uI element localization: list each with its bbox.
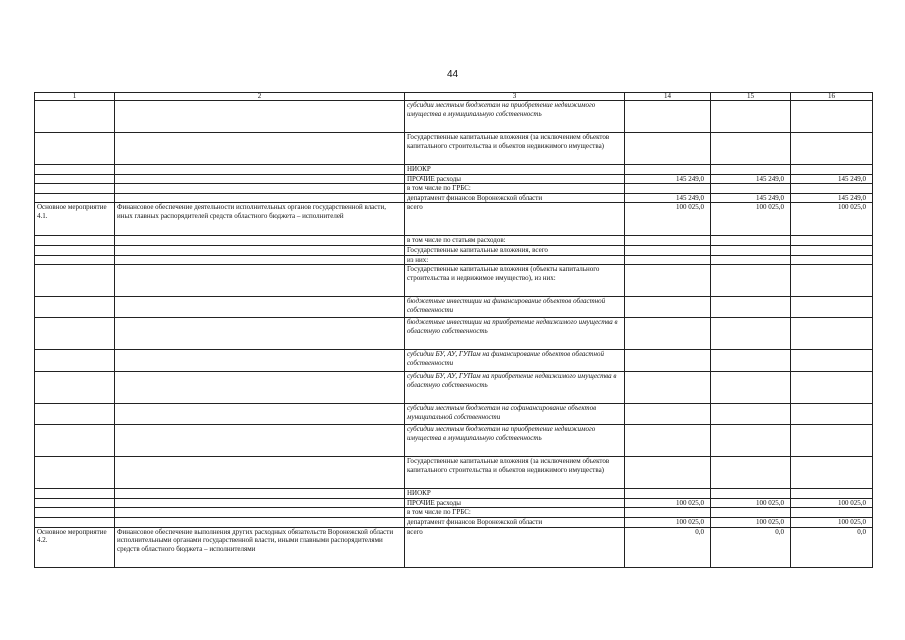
description-cell [115,193,405,203]
column-header: 3 [405,93,625,101]
value-col15-cell: 100 025,0 [711,517,791,527]
value-col16-cell [791,508,873,518]
expense-item-cell: субсидии БУ, АУ, ГУПам на приобретение недвижимого имущества в областную собственность [405,372,625,404]
value-col14-cell: 0,0 [625,527,711,567]
event-cell [35,184,115,194]
value-col15-cell: 0,0 [711,527,791,567]
value-col15-cell [711,350,791,372]
expense-item-cell: ПРОЧИЕ расходы [405,174,625,184]
table-row [35,404,873,425]
table-row [35,174,873,184]
value-col14-cell [625,297,711,318]
event-cell [35,297,115,318]
description-cell [115,101,405,133]
value-col14-cell: 100 025,0 [625,498,711,508]
value-col16-cell: 100 025,0 [791,517,873,527]
description-cell [115,404,405,425]
event-cell [35,517,115,527]
expense-item-cell: субсидии БУ, АУ, ГУПам на финансирование объектов областной собственности [405,350,625,372]
table-row [35,498,873,508]
value-col16-cell [791,265,873,297]
value-col15-cell [711,404,791,425]
event-cell [35,350,115,372]
value-col14-cell: 145 249,0 [625,193,711,203]
table-row [35,165,873,175]
value-col14-cell [625,425,711,457]
description-cell [115,425,405,457]
value-col14-cell [625,101,711,133]
column-header: 1 [35,93,115,101]
value-col15-cell [711,457,791,489]
expense-item-cell: из них: [405,255,625,265]
event-cell [35,133,115,165]
event-cell [35,318,115,350]
value-col16-cell [791,404,873,425]
value-col14-cell [625,372,711,404]
table-row [35,245,873,255]
expense-item-cell: ПРОЧИЕ расходы [405,498,625,508]
column-header: 15 [711,93,791,101]
value-col15-cell [711,265,791,297]
description-cell: Финансовое обеспечение деятельности исполнительных органов государственной власти, иных главных распорядителей средств областного бюджета – исполнителей [115,203,405,236]
table-row [35,236,873,246]
expense-item-cell: НИОКР [405,489,625,499]
value-col16-cell: 100 025,0 [791,498,873,508]
description-cell: Финансовое обеспечение выполнения других расходных обязательств Воронежской области исполнительными органами государственной власти, иными главными распорядителями средств областного бюджета – исполнителями [115,527,405,567]
expense-item-cell: в том числе по статьям расходов: [405,236,625,246]
value-col16-cell: 145 249,0 [791,174,873,184]
column-header: 2 [115,93,405,101]
value-col16-cell [791,372,873,404]
expense-item-cell: бюджетные инвестиции на финансирование объектов областной собственности [405,297,625,318]
value-col15-cell [711,255,791,265]
table-row [35,527,873,567]
value-col15-cell [711,101,791,133]
event-cell [35,236,115,246]
expense-item-cell: Государственные капитальные вложения (объекты капитального строительства и недвижимое имущество), из них: [405,265,625,297]
event-cell [35,193,115,203]
table-row [35,425,873,457]
value-col14-cell [625,133,711,165]
table-row [35,203,873,236]
expense-item-cell: НИОКР [405,165,625,175]
value-col15-cell: 100 025,0 [711,203,791,236]
description-cell [115,184,405,194]
column-header: 16 [791,93,873,101]
value-col15-cell [711,133,791,165]
expense-item-cell: субсидии местным бюджетам на приобретение недвижимого имущества в муниципальную собственность [405,425,625,457]
description-cell [115,255,405,265]
value-col15-cell [711,245,791,255]
table-header-row [35,93,873,101]
budget-table [34,92,873,568]
value-col15-cell [711,508,791,518]
value-col16-cell [791,350,873,372]
event-cell [35,245,115,255]
description-cell [115,174,405,184]
expense-item-cell: бюджетные инвестиции на приобретение недвижимого имущества в областную собственность [405,318,625,350]
value-col16-cell [791,236,873,246]
value-col14-cell: 100 025,0 [625,203,711,236]
value-col16-cell [791,245,873,255]
value-col16-cell: 145 249,0 [791,193,873,203]
expense-item-cell: департамент финансов Воронежской области [405,517,625,527]
description-cell [115,318,405,350]
table-row [35,508,873,518]
value-col14-cell [625,318,711,350]
description-cell [115,372,405,404]
description-cell [115,498,405,508]
event-cell [35,489,115,499]
value-col15-cell: 100 025,0 [711,498,791,508]
table-row [35,265,873,297]
value-col14-cell [625,508,711,518]
value-col14-cell [625,350,711,372]
value-col16-cell [791,165,873,175]
table-row [35,297,873,318]
expense-item-cell: Государственные капитальные вложения (за исключением объектов капитального строительства и объектов недвижимого имущества) [405,457,625,489]
value-col15-cell [711,165,791,175]
value-col16-cell [791,489,873,499]
description-cell [115,133,405,165]
description-cell [115,457,405,489]
description-cell [115,517,405,527]
value-col14-cell: 100 025,0 [625,517,711,527]
event-cell [35,165,115,175]
event-cell [35,404,115,425]
value-col16-cell [791,101,873,133]
expense-item-cell: всего [405,203,625,236]
value-col16-cell [791,133,873,165]
value-col14-cell [625,184,711,194]
value-col15-cell: 145 249,0 [711,193,791,203]
event-cell [35,265,115,297]
value-col16-cell [791,318,873,350]
value-col15-cell [711,318,791,350]
value-col14-cell [625,457,711,489]
value-col16-cell [791,457,873,489]
table-row [35,184,873,194]
value-col16-cell [791,184,873,194]
description-cell [115,508,405,518]
table-row [35,318,873,350]
event-cell [35,101,115,133]
table-row [35,457,873,489]
expense-item-cell: департамент финансов Воронежской области [405,193,625,203]
value-col15-cell [711,297,791,318]
expense-item-cell: в том числе по ГРБС: [405,184,625,194]
description-cell [115,297,405,318]
value-col15-cell [711,372,791,404]
column-header: 14 [625,93,711,101]
value-col16-cell: 0,0 [791,527,873,567]
event-cell [35,457,115,489]
event-cell [35,508,115,518]
table-row [35,193,873,203]
description-cell [115,265,405,297]
event-cell: Основное мероприятие 4.1. [35,203,115,236]
value-col14-cell [625,404,711,425]
table-row [35,372,873,404]
value-col15-cell [711,425,791,457]
event-cell [35,255,115,265]
expense-item-cell: субсидии местным бюджетам на приобретение недвижимого имущества в муниципальную собственность [405,101,625,133]
value-col15-cell: 145 249,0 [711,174,791,184]
description-cell [115,236,405,246]
value-col14-cell [625,255,711,265]
expense-item-cell: всего [405,527,625,567]
value-col14-cell [625,489,711,499]
event-cell [35,372,115,404]
value-col16-cell [791,425,873,457]
value-col14-cell [625,265,711,297]
description-cell [115,489,405,499]
description-cell [115,245,405,255]
event-cell [35,498,115,508]
value-col14-cell [625,165,711,175]
table-row [35,517,873,527]
event-cell [35,425,115,457]
value-col15-cell [711,489,791,499]
expense-item-cell: Государственные капитальные вложения, всего [405,245,625,255]
table-row [35,133,873,165]
description-cell [115,165,405,175]
value-col15-cell [711,184,791,194]
table-row [35,255,873,265]
description-cell [115,350,405,372]
value-col15-cell [711,236,791,246]
value-col16-cell [791,297,873,318]
value-col14-cell: 145 249,0 [625,174,711,184]
event-cell [35,174,115,184]
expense-item-cell: субсидии местным бюджетам на софинансирование объектов муниципальной собственности [405,404,625,425]
value-col16-cell: 100 025,0 [791,203,873,236]
table-row [35,350,873,372]
value-col16-cell [791,255,873,265]
page-number: 44 [446,69,459,80]
event-cell: Основное мероприятие 4.2. [35,527,115,567]
table-row [35,101,873,133]
table-row [35,489,873,499]
expense-item-cell: Государственные капитальные вложения (за исключением объектов капитального строительства и объектов недвижимого имущества) [405,133,625,165]
expense-item-cell: в том числе по ГРБС: [405,508,625,518]
value-col14-cell [625,245,711,255]
value-col14-cell [625,236,711,246]
